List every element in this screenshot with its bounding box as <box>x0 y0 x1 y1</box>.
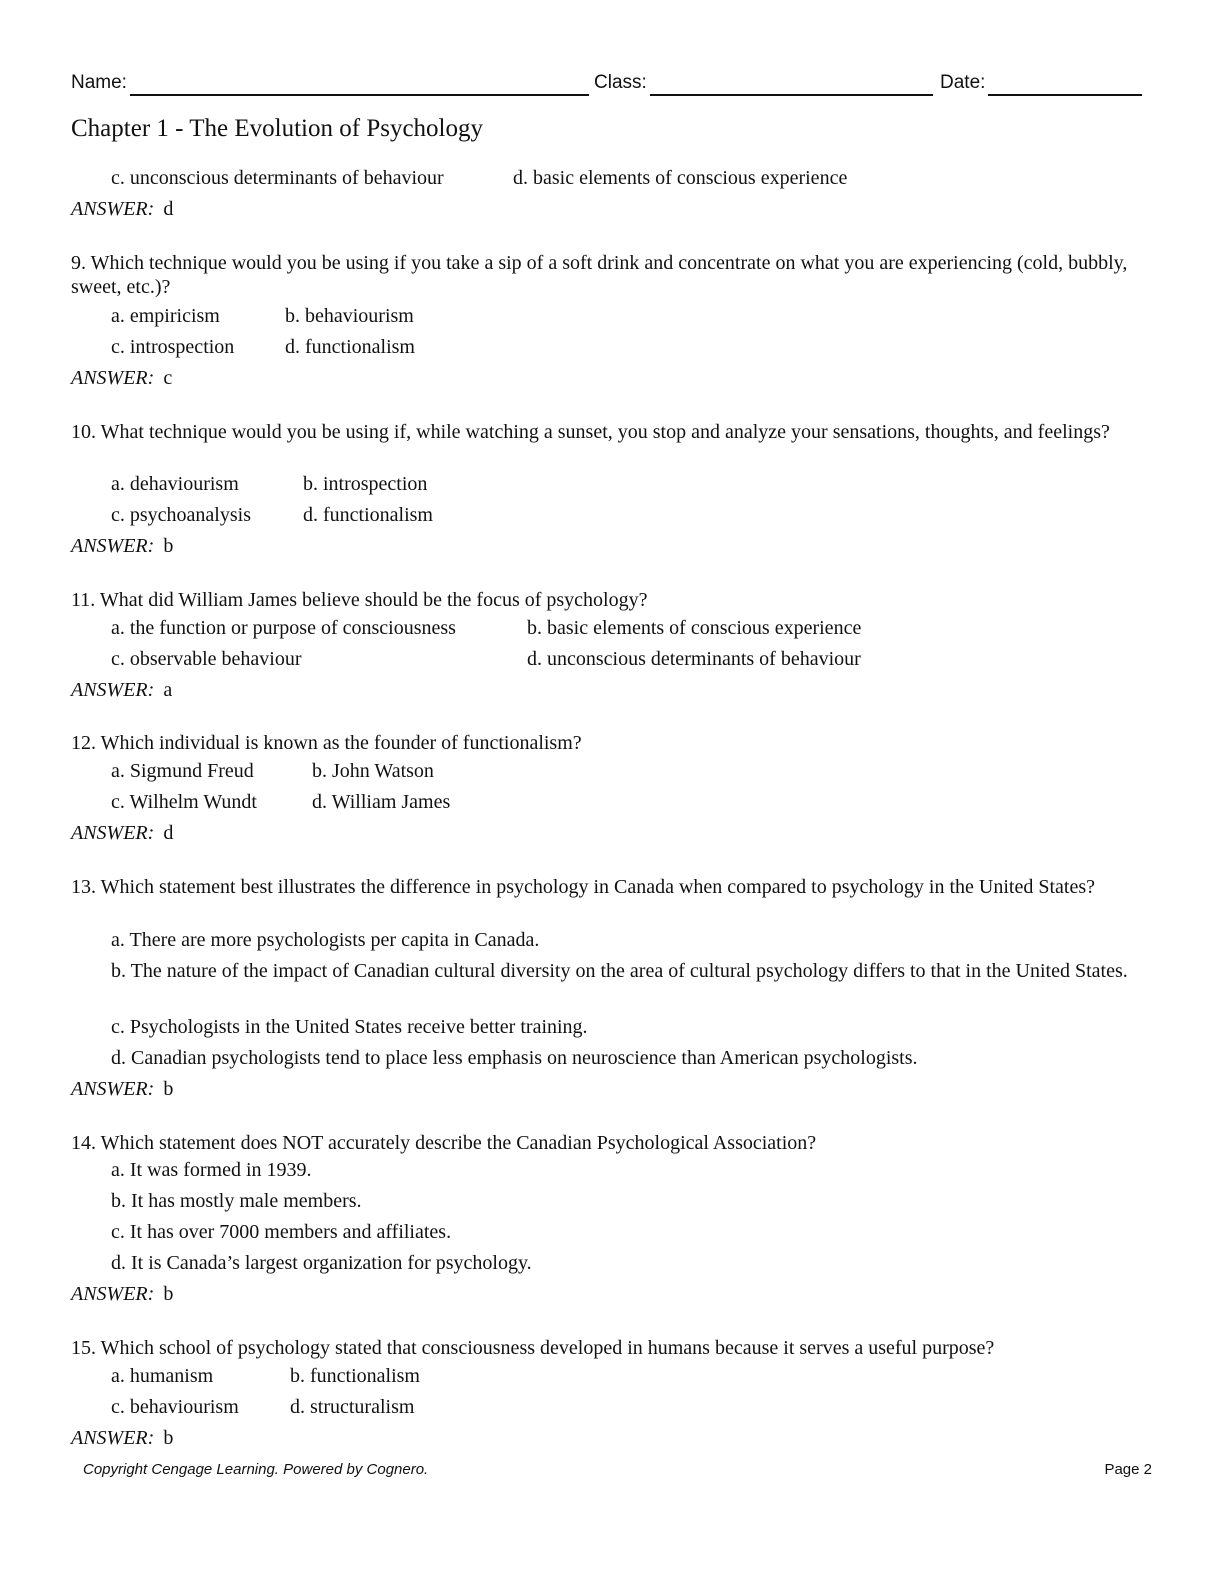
answer-label: ANSWER: <box>71 367 155 389</box>
q11-option-d: d. unconscious determinants of behaviour <box>527 648 861 670</box>
q14-option-c: c. It has over 7000 members and affiliates. <box>111 1221 452 1243</box>
q9-option-c: c. introspection <box>111 336 235 358</box>
q15-question: 15. Which school of psychology stated that consciousness developed in humans because it serves a useful purpose? <box>71 1337 995 1359</box>
q13-option-c: c. Psychologists in the United States receive better training. <box>111 1016 588 1038</box>
q11-question: 11. What did William James believe should be the focus of psychology? <box>71 589 648 611</box>
q11-option-b: b. basic elements of conscious experience <box>527 617 862 639</box>
q15-option-a: a. humanism <box>111 1365 214 1387</box>
answer-value: b <box>163 535 174 557</box>
q15-option-d: d. structuralism <box>290 1396 415 1418</box>
q10-answer <box>71 534 173 558</box>
q12-answer <box>71 821 173 845</box>
answer-label: ANSWER: <box>71 679 155 701</box>
page-number: Page 2 <box>1104 1461 1152 1478</box>
chapter-title: Chapter 1 - The Evolution of Psychology <box>71 115 483 142</box>
q10-option-b: b. introspection <box>303 473 428 495</box>
name-label: Name: <box>71 72 127 93</box>
class-label: Class: <box>594 72 647 93</box>
q15-answer <box>71 1426 173 1450</box>
q12-option-a: a. Sigmund Freud <box>111 760 254 782</box>
q11-option-a: a. the function or purpose of consciousness <box>111 617 456 639</box>
q14-option-a: a. It was formed in 1939. <box>111 1159 312 1181</box>
q12-option-b: b. John Watson <box>312 760 434 782</box>
q9-question: 9. Which technique would you be using if you take a sip of a soft drink and concentrate on what you are experiencing (cold, bubbly, sweet, etc.)? <box>71 252 1128 298</box>
q9-answer <box>71 366 172 390</box>
class-field-line[interactable] <box>650 94 933 96</box>
answer-label: ANSWER: <box>71 1427 155 1449</box>
answer-label: ANSWER: <box>71 198 155 220</box>
q13-answer <box>71 1077 173 1101</box>
answer-value: b <box>163 1078 174 1100</box>
q9-option-b: b. behaviourism <box>285 305 414 327</box>
q13-option-b: b. The nature of the impact of Canadian cultural diversity on the area of cultural psychology differs to that in the United States. <box>111 960 1128 982</box>
q15-option-c: c. behaviourism <box>111 1396 239 1418</box>
q10-option-a: a. dehaviourism <box>111 473 239 495</box>
q10-option-c: c. psychoanalysis <box>111 504 251 526</box>
answer-value: a <box>163 679 173 701</box>
answer-value: c <box>163 367 173 389</box>
q8-option-c: c. unconscious determinants of behaviour <box>111 167 444 189</box>
date-label: Date: <box>940 72 986 93</box>
date-field-line[interactable] <box>988 94 1142 96</box>
q10-question: 10. What technique would you be using if, while watching a sunset, you stop and analyze your sensations, thoughts, and feelings? <box>71 421 1110 443</box>
answer-label: ANSWER: <box>71 1078 155 1100</box>
q14-option-d: d. It is Canada’s largest organization for psychology. <box>111 1252 532 1274</box>
q11-answer <box>71 678 172 702</box>
q13-option-a: a. There are more psychologists per capita in Canada. <box>111 929 540 951</box>
q9-option-a: a. empiricism <box>111 305 220 327</box>
q11-option-c: c. observable behaviour <box>111 648 302 670</box>
q15-option-b: b. functionalism <box>290 1365 420 1387</box>
name-field-line[interactable] <box>130 94 589 96</box>
q10-option-d: d. functionalism <box>303 504 433 526</box>
q14-option-b: b. It has mostly male members. <box>111 1190 362 1212</box>
answer-value: d <box>163 822 174 844</box>
q9-option-d: d. functionalism <box>285 336 415 358</box>
answer-label: ANSWER: <box>71 822 155 844</box>
footer-copyright: Copyright Cengage Learning. Powered by Cognero. <box>83 1461 429 1478</box>
answer-value: b <box>163 1283 174 1305</box>
answer-label: ANSWER: <box>71 535 155 557</box>
q14-question: 14. Which statement does NOT accurately describe the Canadian Psychological Association? <box>71 1132 817 1154</box>
q12-option-c: c. Wilhelm Wundt <box>111 791 257 813</box>
q14-answer <box>71 1282 173 1306</box>
answer-label: ANSWER: <box>71 1283 155 1305</box>
answer-value: d <box>163 198 174 220</box>
answer-value: b <box>163 1427 174 1449</box>
q13-question: 13. Which statement best illustrates the difference in psychology in Canada when compared to psychology in the United States? <box>71 876 1096 898</box>
q8-option-d: d. basic elements of conscious experience <box>513 167 848 189</box>
q13-option-d: d. Canadian psychologists tend to place less emphasis on neuroscience than American psychologists. <box>111 1047 918 1069</box>
q8-answer <box>71 197 173 221</box>
q12-question: 12. Which individual is known as the founder of functionalism? <box>71 732 582 754</box>
q12-option-d: d. William James <box>312 791 451 813</box>
